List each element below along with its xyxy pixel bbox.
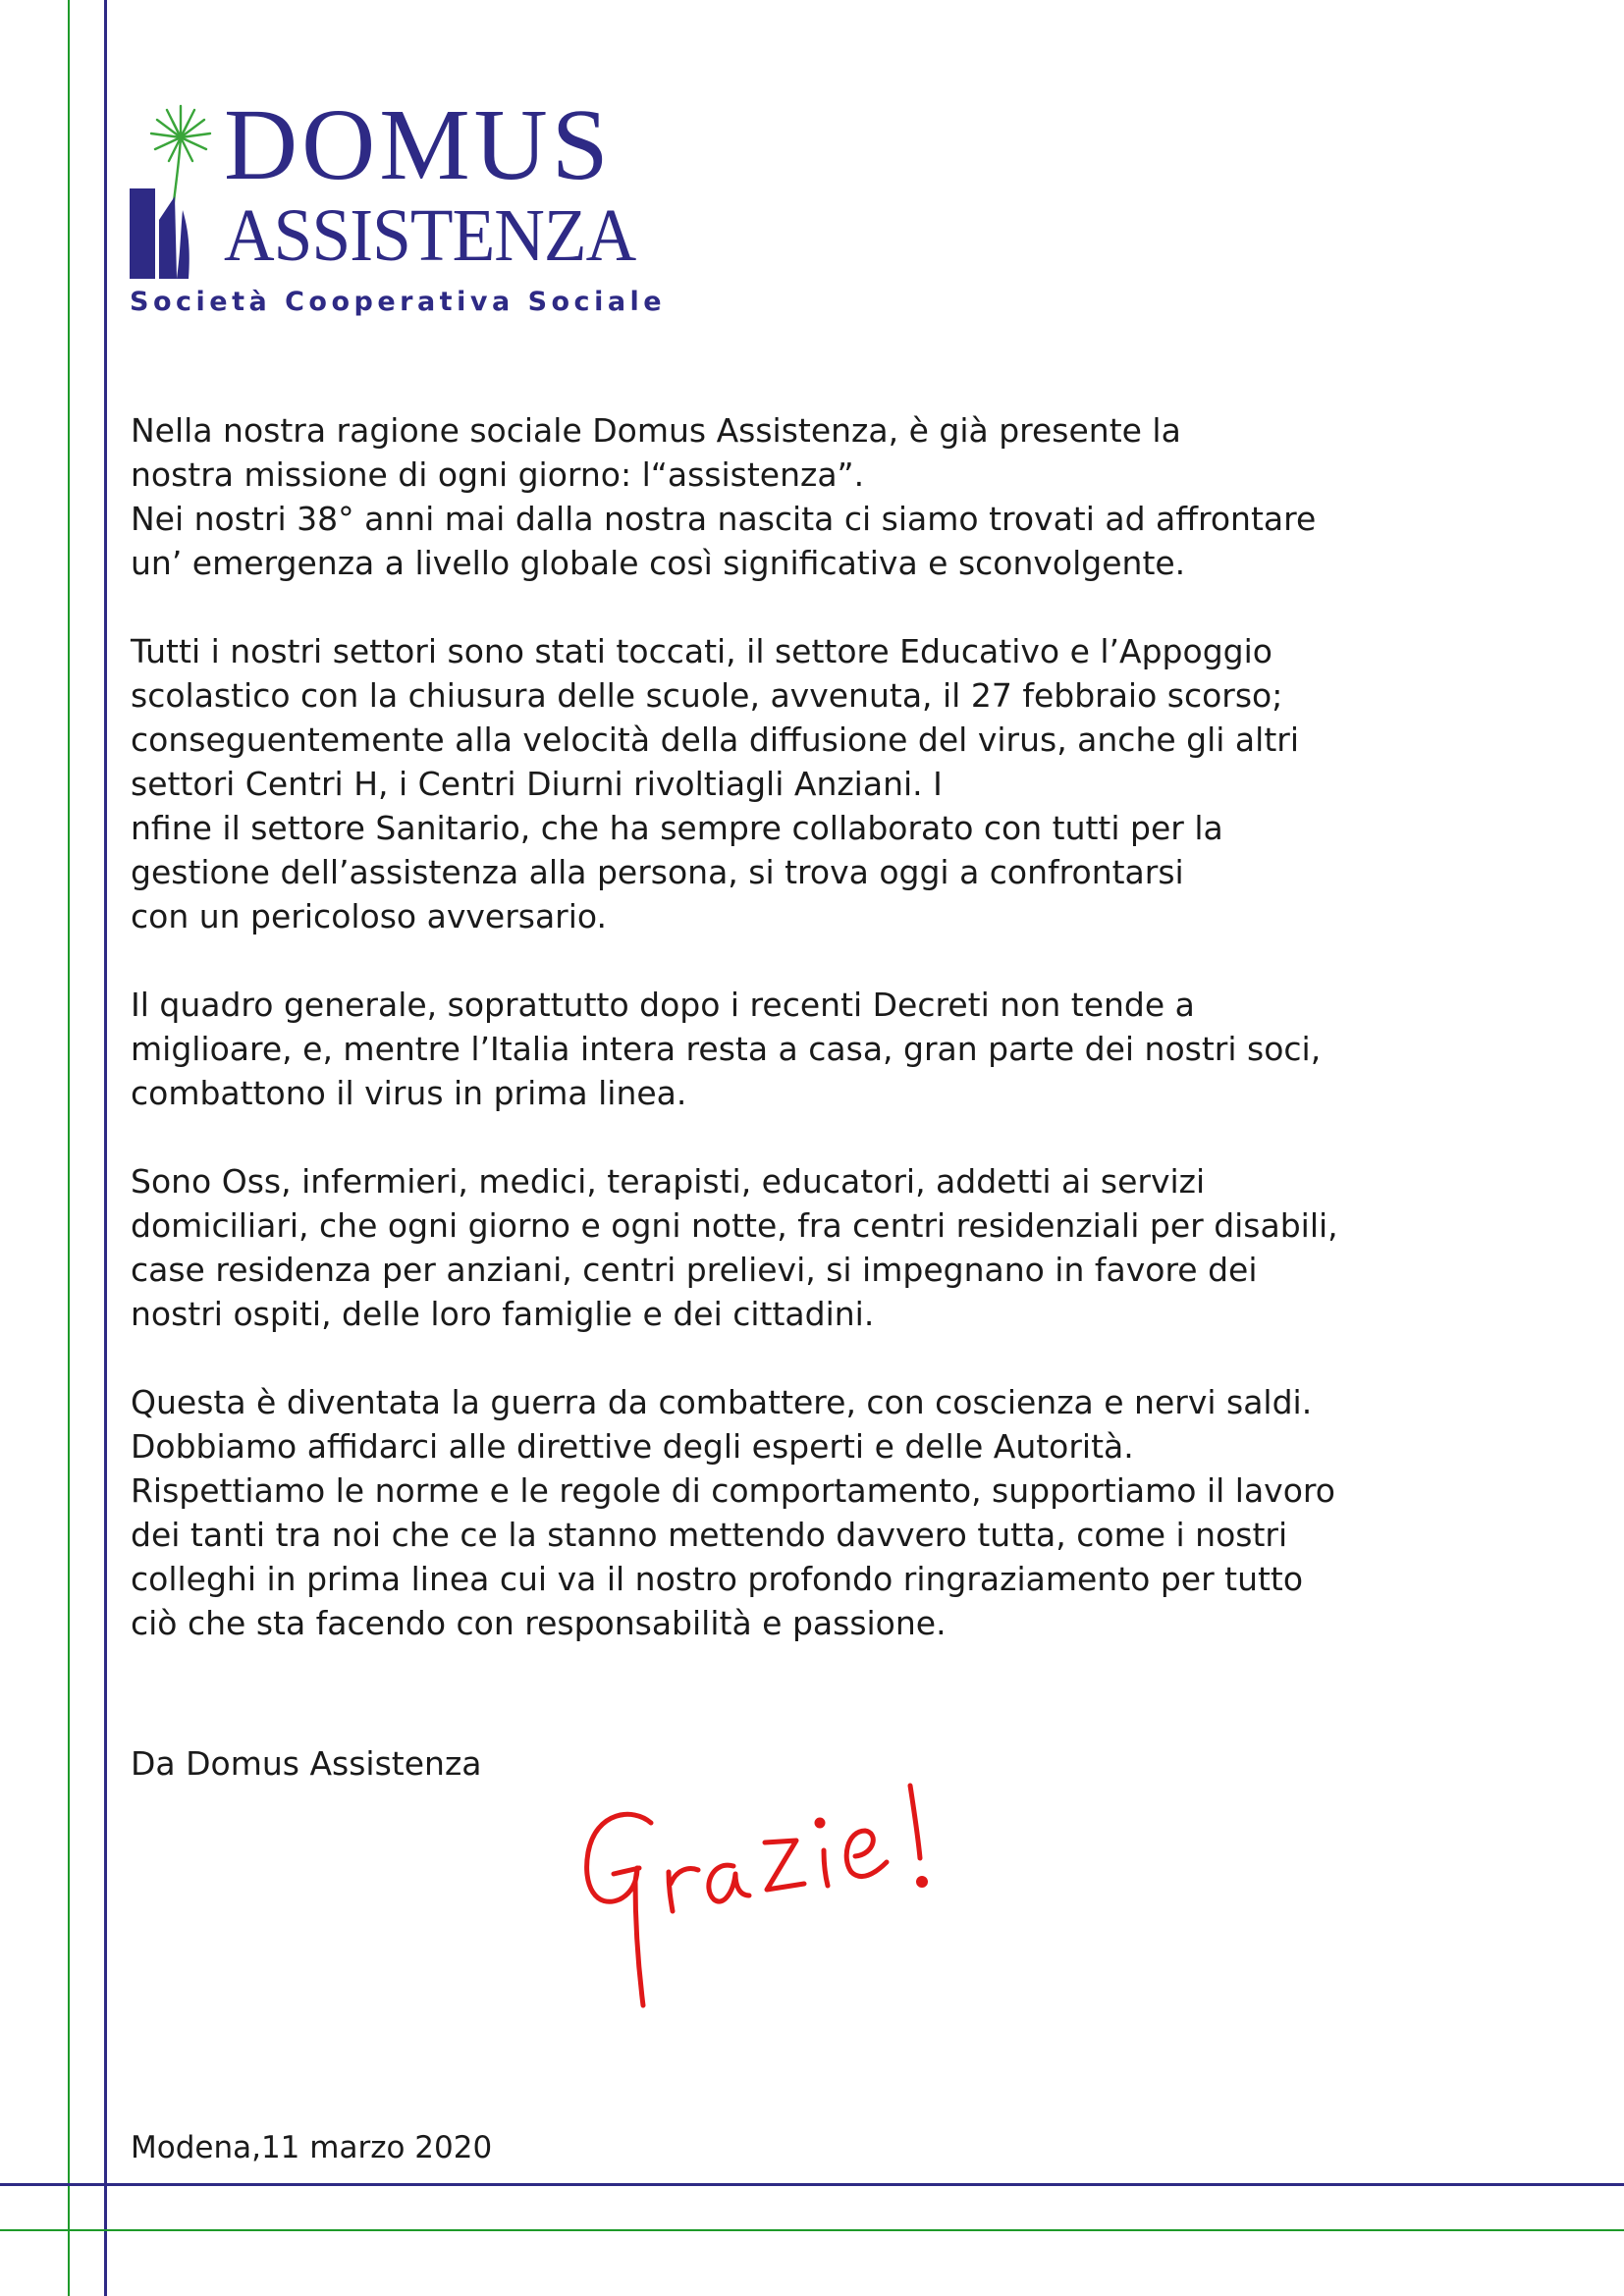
logo-word-assistenza: ASSISTENZA xyxy=(224,194,636,277)
text-line: ciò che sta facendo con responsabilità e passione. xyxy=(131,1604,947,1642)
text-line: gestione dell’assistenza alla persona, si trova oggi a confrontarsi xyxy=(131,853,1184,891)
text-line: miglioare, e, mentre l’Italia intera resta a casa, gran parte dei nostri soci, xyxy=(131,1030,1322,1068)
domus-assistenza-logo xyxy=(130,88,679,328)
handwritten-grazie xyxy=(574,1772,1026,2027)
text-line: combattono il virus in prima linea. xyxy=(131,1074,687,1112)
text-line: con un pericoloso avversario. xyxy=(131,897,608,935)
logo-word-domus: DOMUS xyxy=(224,88,613,201)
text-line: Il quadro generale, soprattutto dopo i recenti Decreti non tende a xyxy=(131,986,1195,1024)
paragraph-5 xyxy=(131,1380,1603,1645)
letter-body xyxy=(131,408,1603,1689)
letter-date: Modena,11 marzo 2020 xyxy=(131,2130,493,2165)
text-line: nostri ospiti, delle loro famiglie e dei cittadini. xyxy=(131,1295,875,1333)
text-line: colleghi in prima linea cui va il nostro profondo ringraziamento per tutto xyxy=(131,1560,1304,1598)
text-line: Nei nostri 38° anni mai dalla nostra nascita ci siamo trovati ad affrontare xyxy=(131,500,1317,538)
frame-line-blue-vertical xyxy=(104,0,107,2296)
paragraph-2 xyxy=(131,629,1603,938)
paragraph-3 xyxy=(131,983,1603,1115)
text-line: nostra missione di ogni giorno: l“assistenza”. xyxy=(131,455,865,494)
text-line: Dobbiamo affidarci alle direttive degli esperti e delle Autorità. xyxy=(131,1427,1134,1466)
logo-subtitle: Società Cooperativa Sociale xyxy=(130,287,667,317)
text-line: Sono Oss, infermieri, medici, terapisti, educatori, addetti ai servizi xyxy=(131,1162,1206,1201)
frame-line-green-horizontal xyxy=(0,2229,1624,2231)
text-line: settori Centri H, i Centri Diurni rivoltiagli Anziani. I xyxy=(131,765,943,803)
frame-line-green-vertical xyxy=(68,0,70,2296)
text-line: nfine il settore Sanitario, che ha sempre collaborato con tutti per la xyxy=(131,809,1223,847)
text-line: case residenza per anziani, centri prelievi, si impegnano in favore dei xyxy=(131,1251,1258,1289)
text-line: Questa è diventata la guerra da combattere, con coscienza e nervi saldi. xyxy=(131,1383,1313,1421)
frame-line-blue-horizontal xyxy=(0,2183,1624,2186)
text-line: Nella nostra ragione sociale Domus Assistenza, è già presente la xyxy=(131,411,1181,450)
text-line: un’ emergenza a livello globale così significativa e sconvolgente. xyxy=(131,544,1186,582)
signature-text: Da Domus Assistenza xyxy=(131,1744,482,1783)
text-line: dei tanti tra noi che ce la stanno mettendo davvero tutta, come i nostri xyxy=(131,1516,1288,1554)
paragraph-1 xyxy=(131,408,1603,585)
text-line: domiciliari, che ogni giorno e ogni notte, fra centri residenziali per disabili, xyxy=(131,1206,1338,1245)
palm-emblem-icon xyxy=(130,102,228,279)
text-line: Rispettiamo le norme e le regole di comportamento, supportiamo il lavoro xyxy=(131,1471,1335,1510)
paragraph-4 xyxy=(131,1159,1603,1336)
text-line: scolastico con la chiusura delle scuole, avvenuta, il 27 febbraio scorso; xyxy=(131,676,1283,715)
text-line: conseguentemente alla velocità della diffusione del virus, anche gli altri xyxy=(131,721,1299,759)
text-line: Tutti i nostri settori sono stati toccati, il settore Educativo e l’Appoggio xyxy=(131,632,1272,670)
